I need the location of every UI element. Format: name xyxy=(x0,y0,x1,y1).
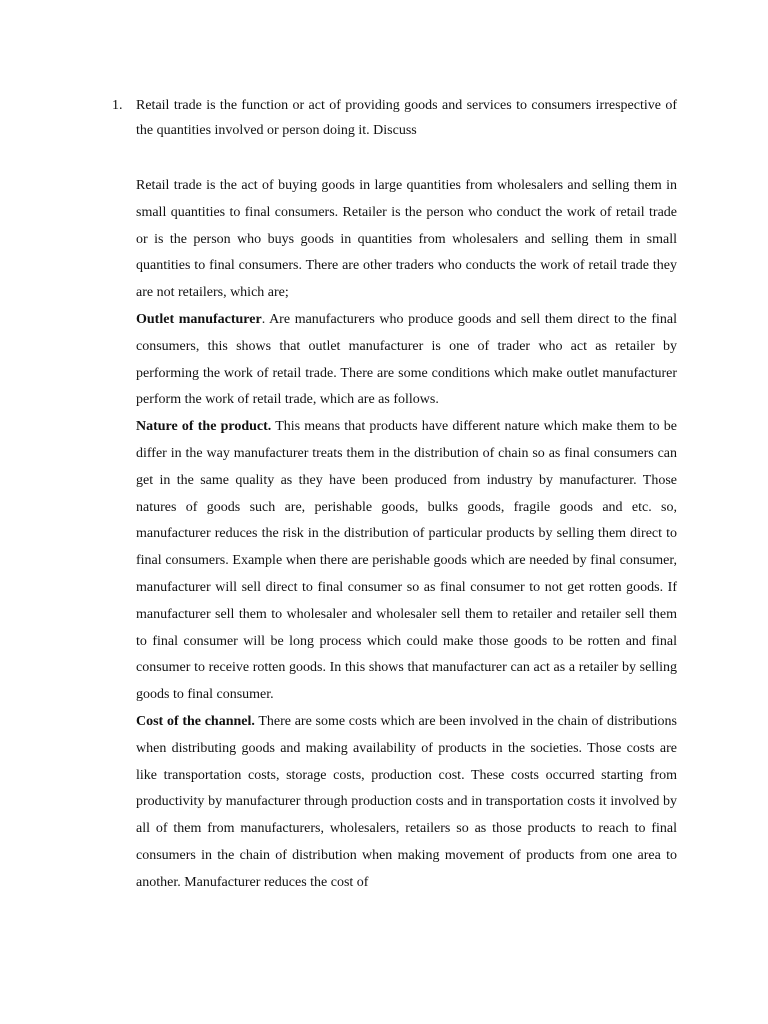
paragraph-nature-of-product-text: This means that products have different nature which make them to be differ in the way manufacturer treats them in the distribution of chain so as final consumers can get in the same quality as they have been produced from industry by manufacturer. Those natures of goods such are, perishable goods, bulks goods, fragile goods and etc. so, manufacturer reduces the risk in the distribution of particular products by selling them direct to final consumers. Example when there are perishable goods which are needed by final consumer, manufacturer will sell direct to final consumer so as final consumer to not get rotten goods. If manufacturer sell them to wholesaler and wholesaler sell them to retailer and retailer sell them to final consumer will be long process which could make those goods to be rotten and final consumer to receive rotten goods. In this shows that manufacturer can act as a retailer by selling goods to final consumer. xyxy=(136,419,677,703)
paragraph-nature-of-product xyxy=(136,414,677,709)
paragraph-cost-of-channel xyxy=(136,709,677,897)
paragraph-intro xyxy=(136,173,677,307)
paragraph-outlet-manufacturer-text: . Are manufacturers who produce goods and sell them direct to the final consumers, this shows that outlet manufacturer is one of trader who act as retailer by performing the work of retail trade. There are some conditions which make outlet manufacturer perform the work of retail trade, which are as follows. xyxy=(136,311,677,408)
question-text: Retail trade is the function or act of providing goods and services to consumers irrespective of the quantities involved or person doing it. Discuss xyxy=(136,98,677,138)
term-outlet-manufacturer: Outlet manufacturer xyxy=(136,311,262,327)
paragraph-intro-text: Retail trade is the act of buying goods in large quantities from wholesalers and selling them in small quantities to final consumers. Retailer is the person who conduct the work of retail trade or is the person who buys goods in quantities from wholesalers and selling them in small quantities to final consumers. There are other traders who conducts the work of retail trade they are not retailers, which are; xyxy=(136,178,677,301)
question-number: 1. xyxy=(112,98,123,113)
question-item xyxy=(112,93,677,143)
term-nature-of-product: Nature of the product. xyxy=(136,419,272,435)
paragraph-cost-of-channel-text: There are some costs which are been involved in the chain of distributions when distributing goods and making availability of products in the societies. Those costs are like transportation costs, storage costs, production cost. These costs occurred starting from productivity by manufacturer through production costs and in transportation costs it involved by all of them from manufacturers, wholesalers, retailers so as those products to reach to final consumers in the chain of distribution when making movement of products from one area to another. Manufacturer reduces the cost of xyxy=(136,713,677,890)
answer-body xyxy=(136,173,677,897)
term-cost-of-channel: Cost of the channel. xyxy=(136,713,255,729)
paragraph-outlet-manufacturer xyxy=(136,307,677,414)
